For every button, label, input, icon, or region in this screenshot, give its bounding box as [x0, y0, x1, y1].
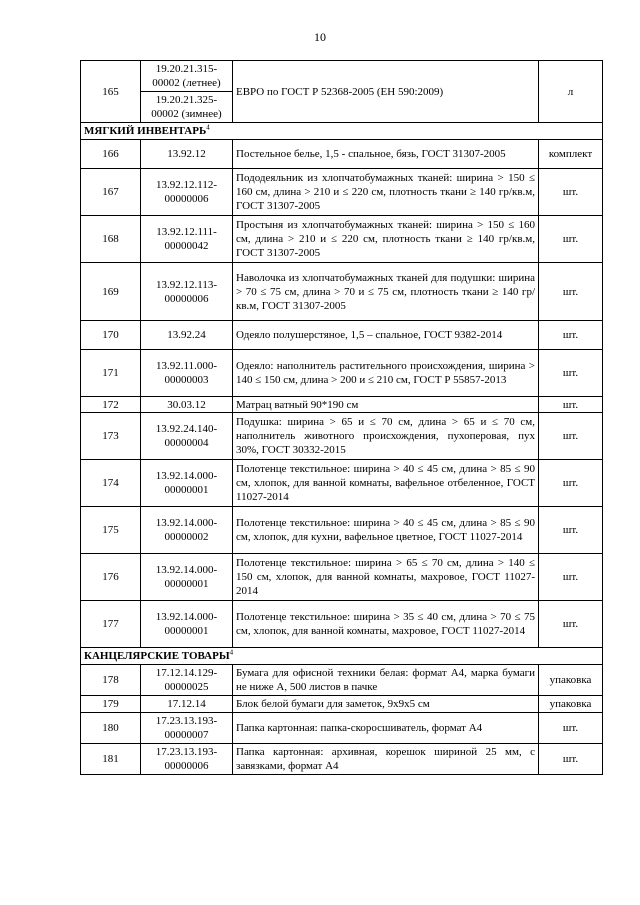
row-code: 13.92.11.000-00000003 — [141, 350, 233, 397]
table-row — [81, 350, 603, 397]
row-number: 173 — [81, 413, 141, 460]
row-number: 177 — [81, 601, 141, 648]
page-number: 10 — [314, 30, 326, 44]
table-row — [81, 696, 603, 713]
row-unit: шт. — [539, 507, 603, 554]
row-code: 13.92.24.140-00000004 — [141, 413, 233, 460]
row-number: 167 — [81, 169, 141, 216]
row-unit: шт. — [539, 350, 603, 397]
footnote-mark: 4 — [206, 123, 210, 132]
row-unit: л — [539, 61, 603, 123]
row-unit: шт. — [539, 397, 603, 413]
row-description: Бумага для офисной техники белая: формат А4, марка бумаги не ниже А, 500 листов в пачке — [233, 665, 539, 696]
row-unit: упаковка — [539, 696, 603, 713]
row-code: 13.92.12.111-00000042 — [141, 216, 233, 263]
row-description: Наволочка из хлопчатобумажных тканей для подушки: ширина > 70 ≤ 75 см, длина > 70 и ≤ 75 см, плотность ткани ≥ 140 гр/кв.м, ГОСТ 31307-2005 — [233, 263, 539, 321]
table-row — [81, 665, 603, 696]
row-code: 13.92.14.000-00000002 — [141, 507, 233, 554]
row-number: 176 — [81, 554, 141, 601]
row-number: 179 — [81, 696, 141, 713]
row-number: 181 — [81, 744, 141, 775]
row-unit: шт. — [539, 413, 603, 460]
table-row — [81, 460, 603, 507]
row-number: 180 — [81, 713, 141, 744]
row-description: Одеяло полушерстяное, 1,5 – спальное, ГОСТ 9382-2014 — [233, 321, 539, 350]
row-code: 13.92.12 — [141, 140, 233, 169]
row-unit: шт. — [539, 744, 603, 775]
row-code: 13.92.24 — [141, 321, 233, 350]
row-code: 13.92.14.000-00000001 — [141, 601, 233, 648]
row-description: Папка картонная: папка-скоросшиватель, формат А4 — [233, 713, 539, 744]
row-description: Папка картонная: архивная, корешок шириной 25 мм, с завязками, формат А4 — [233, 744, 539, 775]
row-number: 178 — [81, 665, 141, 696]
table-row — [81, 321, 603, 350]
row-code: 17.23.13.193-00000006 — [141, 744, 233, 775]
table-row — [81, 413, 603, 460]
footnote-mark: 4 — [229, 648, 234, 657]
row-unit: шт. — [539, 169, 603, 216]
row-description: Постельное белье, 1,5 - спальное, бязь, ГОСТ 31307-2005 — [233, 140, 539, 169]
row-description: Пододеяльник из хлопчатобумажных тканей: ширина > 150 ≤ 160 см, длина > 210 и ≤ 220 см, плотность ткани ≥ 140 гр/кв.м, ГОСТ 31307-2005 — [233, 169, 539, 216]
row-code: 13.92.14.000-00000001 — [141, 554, 233, 601]
row-number: 165 — [81, 61, 141, 123]
row-description: Блок белой бумаги для заметок, 9х9х5 см — [233, 696, 539, 713]
row-unit: шт. — [539, 713, 603, 744]
section-title-text: КАНЦЕЛЯРСКИЕ ТОВАРЫ — [84, 650, 230, 662]
row-code: 13.92.12.112-00000006 — [141, 169, 233, 216]
row-description: Одеяло: наполнитель растительного происхождения, ширина > 140 ≤ 150 см, длина > 200 и ≤ 210 см, ГОСТ Р 55857-2013 — [233, 350, 539, 397]
row-code: 19.20.21.325-00002 (зимнее) — [141, 92, 233, 123]
row-description: Простыня из хлопчатобумажных тканей: ширина > 150 ≤ 160 см, длина > 210 и ≤ 220 см, плотность ткани ≥ 140 гр/кв.м, ГОСТ 31307-2005 — [233, 216, 539, 263]
row-code: 19.20.21.315-00002 (летнее) — [141, 61, 233, 92]
row-description: Полотенце текстильное: ширина > 40 ≤ 45 см, длина > 85 ≤ 90 см, хлопок, для кухни, вафельное цветное, ГОСТ 11027-2014 — [233, 507, 539, 554]
section-title — [81, 123, 603, 140]
row-code: 13.92.12.113-00000006 — [141, 263, 233, 321]
row-unit: шт. — [539, 321, 603, 350]
row-number: 169 — [81, 263, 141, 321]
table-row — [81, 554, 603, 601]
table-row — [81, 713, 603, 744]
row-code: 13.92.14.000-00000001 — [141, 460, 233, 507]
row-description: Полотенце текстильное: ширина > 35 ≤ 40 см, длина > 70 ≤ 75 см, хлопок, для ванной комнаты, махровое, ГОСТ 11027-2014 — [233, 601, 539, 648]
row-code: 17.12.14.129-00000025 — [141, 665, 233, 696]
table-row — [81, 140, 603, 169]
row-description: Матрац ватный 90*190 см — [233, 397, 539, 413]
row-unit: упаковка — [539, 665, 603, 696]
row-number: 166 — [81, 140, 141, 169]
section-title-text: МЯГКИЙ ИНВЕНТАРЬ — [84, 125, 207, 137]
row-code: 17.12.14 — [141, 696, 233, 713]
table-row — [81, 507, 603, 554]
section-title — [81, 648, 603, 665]
section-header-row — [81, 648, 603, 665]
row-unit: шт. — [539, 216, 603, 263]
row-number: 172 — [81, 397, 141, 413]
goods-table — [80, 60, 603, 775]
section-header-row — [81, 123, 603, 140]
row-unit: шт. — [539, 601, 603, 648]
table-row — [81, 601, 603, 648]
row-description: ЕВРО по ГОСТ Р 52368-2005 (ЕН 590:2009) — [233, 61, 539, 123]
row-code: 30.03.12 — [141, 397, 233, 413]
row-number: 171 — [81, 350, 141, 397]
row-number: 175 — [81, 507, 141, 554]
table-row — [81, 744, 603, 775]
row-description: Полотенце текстильное: ширина > 40 ≤ 45 см, длина > 85 ≤ 90 см, хлопок, для ванной комнаты, вафельное отбеленное, ГОСТ 11027-2014 — [233, 460, 539, 507]
row-unit: шт. — [539, 460, 603, 507]
row-description: Подушка: ширина > 65 и ≤ 70 см, длина > 65 и ≤ 70 см, наполнитель животного происхождения, пухоперовая, пух 30%, ГОСТ 30332-2015 — [233, 413, 539, 460]
row-code: 17.23.13.193-00000007 — [141, 713, 233, 744]
row-unit: шт. — [539, 554, 603, 601]
row-number: 170 — [81, 321, 141, 350]
table-row — [81, 263, 603, 321]
row-unit: комплект — [539, 140, 603, 169]
row-number: 174 — [81, 460, 141, 507]
row-number: 168 — [81, 216, 141, 263]
table-row — [81, 61, 603, 92]
table-row — [81, 397, 603, 413]
row-unit: шт. — [539, 263, 603, 321]
table-row — [81, 169, 603, 216]
row-description: Полотенце текстильное: ширина > 65 ≤ 70 см, длина > 140 ≤ 150 см, хлопок, для ванной комнаты, махровое, ГОСТ 11027-2014 — [233, 554, 539, 601]
table-row — [81, 216, 603, 263]
